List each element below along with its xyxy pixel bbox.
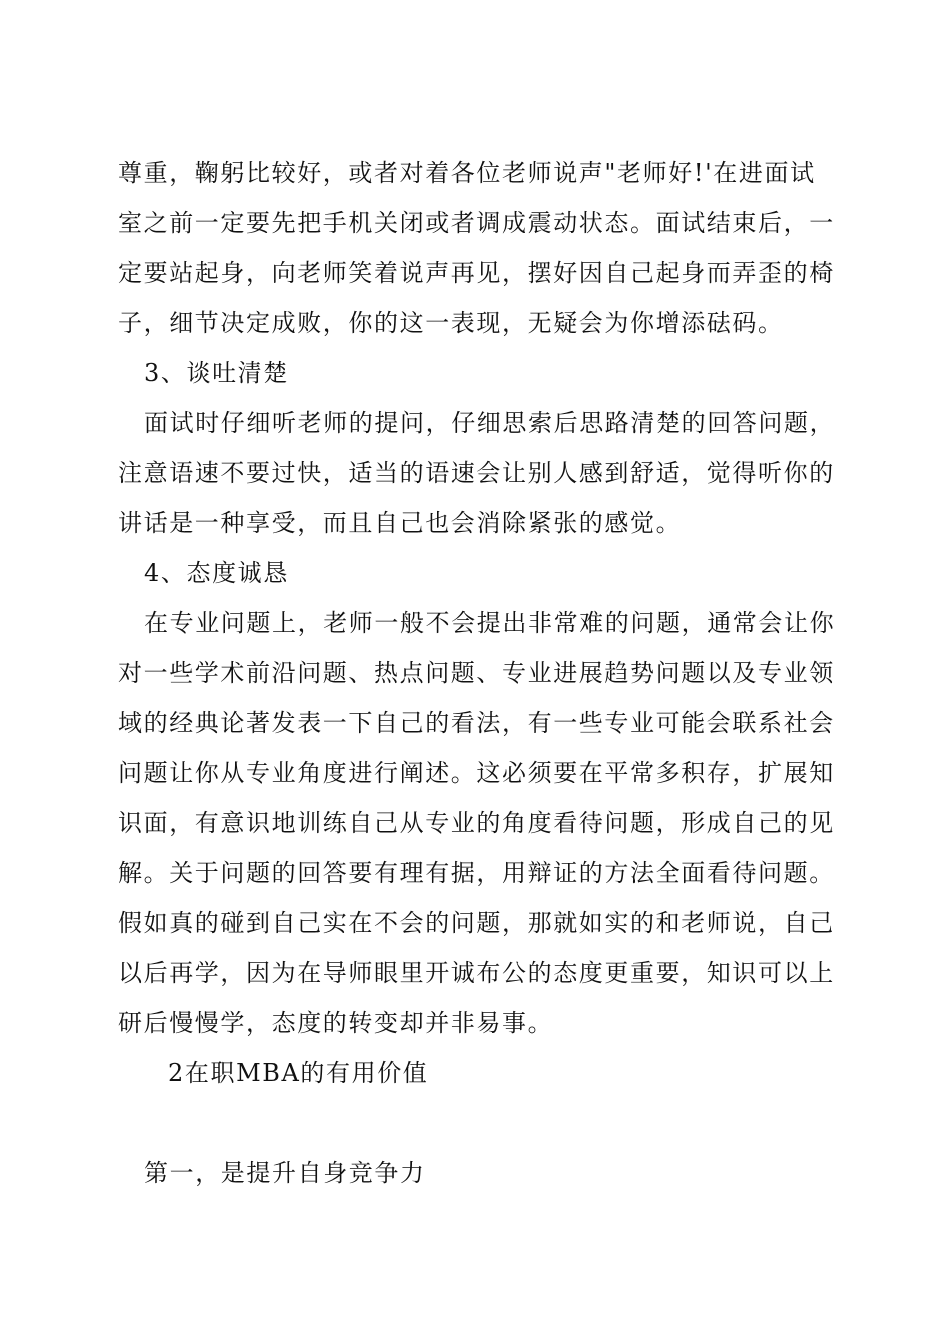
paragraph-line: 以后再学，因为在导师眼里开诚布公的态度更重要，知识可以上	[118, 959, 835, 987]
subsection-heading: 第一，是提升自身竞争力	[144, 1159, 426, 1187]
paragraph-line: 注意语速不要过快，适当的语速会让别人感到舒适，觉得听你的	[118, 459, 835, 487]
paragraph-line: 面试时仔细听老师的提问，仔细思索后思路清楚的回答问题，	[144, 409, 836, 437]
paragraph-line: 讲话是一种享受，而且自己也会消除紧张的感觉。	[118, 509, 682, 537]
paragraph-line: 室之前一定要先把手机关闭或者调成震动状态。面试结束后，一	[118, 209, 835, 237]
section-heading: 3、谈吐清楚	[144, 359, 289, 387]
paragraph-line: 定要站起身，向老师笑着说声再见，摆好因自己起身而弄歪的椅	[118, 259, 835, 287]
paragraph-line: 对一些学术前沿问题、热点问题、专业进展趋势问题以及专业领	[118, 659, 835, 687]
document-body	[118, 148, 838, 1198]
paragraph-line: 识面，有意识地训练自己从专业的角度看待问题，形成自己的见	[118, 809, 835, 837]
paragraph-line: 在专业问题上，老师一般不会提出非常难的问题，通常会让你	[144, 609, 836, 637]
paragraph-line: 域的经典论著发表一下自己的看法，有一些专业可能会联系社会	[118, 709, 835, 737]
paragraph-line: 假如真的碰到自己实在不会的问题，那就如实的和老师说，自己	[118, 909, 835, 937]
paragraph-line: 解。关于问题的回答要有理有据，用辩证的方法全面看待问题。	[118, 859, 835, 887]
paragraph-line: 子，细节决定成败，你的这一表现，无疑会为你增添砝码。	[118, 309, 784, 337]
section-heading: 4、态度诚恳	[144, 559, 289, 587]
section-heading: 2在职MBA的有用价值	[168, 1059, 429, 1087]
spacer	[118, 1098, 838, 1148]
paragraph-line: 尊重，鞠躬比较好，或者对着各位老师说声"老师好!'在进面试	[118, 159, 816, 187]
paragraph-line: 研后慢慢学，态度的转变却并非易事。	[118, 1009, 554, 1037]
paragraph-line: 问题让你从专业角度进行阐述。这必须要在平常多积存，扩展知	[118, 759, 835, 787]
